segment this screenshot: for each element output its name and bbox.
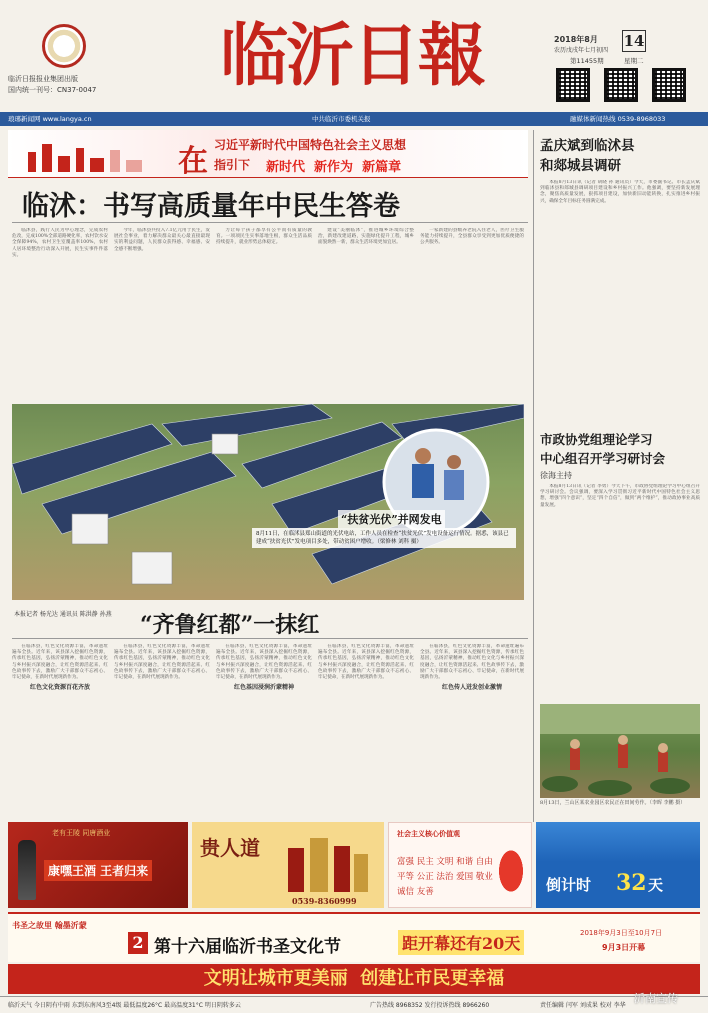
publisher-line2: 国内统一刊号：CN37-0047 — [8, 86, 97, 94]
festival-dates: 2018年9月3日至10月7日 — [580, 929, 663, 937]
feature-subhead-1: 红色文化资源百花齐放 — [29, 684, 90, 692]
sidebar-photo — [540, 704, 700, 798]
qr-code-left — [132, 34, 180, 82]
ad-liquor-top: 老有王陵 同唐酒业 — [52, 829, 111, 837]
ad-core-values-title: 社会主义核心价值观 — [397, 829, 460, 838]
ad-core-values — [388, 822, 532, 908]
sidebar-body-2: 本报8月13日讯（记者 李勇）今天下午，市政协党组理论学习中心组召开学习研讨会。会议强调，要深入学习贯彻习近平新时代中国特色社会主义思想，增强“四个意识”，坚定“四个自信”，做到“两个维护”，推动政协事业高质量发展。 — [540, 484, 700, 508]
civility-slogan: 文明让城市更美丽 创建让市民更幸福 — [8, 964, 700, 994]
footer-bar — [0, 996, 708, 1013]
bottle-graphic — [18, 840, 36, 900]
feature-col-2: 在临沭县，红色文化资源丰富，革命遗址遍布全县。近年来，该县深入挖掘红色资源，传承红色基因，弘扬沂蒙精神，推动红色文化与乡村振兴深度融合，让红色资源活起来、红色故事传下去，激励广大干部群众不忘初心、牢记使命，在新时代展现新作为。 — [114, 644, 210, 681]
sidebar-body-1: 本报8月13日讯（记者 胡晓 孙 通讯员）今天，市委副书记、市长孟庆斌到临沭县和郯城县调研项目建设和乡村振兴工作。他强调，要坚持新发展理念，聚焦高质量发展，狠抓项目建设，加快新旧动能转换，扎实推进乡村振兴，确保全年目标任务圆满完成。 — [540, 180, 700, 204]
sidebar-headline-1-line2: 和郯城县调研 — [540, 158, 621, 174]
qr-code-right-1 — [556, 68, 590, 102]
countdown-days: 32 — [616, 870, 647, 896]
feature-subhead-3: 红色传人迸发创业激情 — [441, 684, 502, 692]
lantern-graphic — [497, 847, 525, 895]
sidebar-headline-2-line1: 市政协党组理论学习 — [540, 432, 653, 447]
lead-rule — [12, 222, 528, 223]
lead-col-3: 力让每个孩子都享有公平而有质量的教育。一项项民生实事落地生根，群众生活品质持续提升，就业形势总体稳定。 — [216, 228, 312, 246]
ad-bottles-graphic — [288, 838, 368, 892]
issue-number: 第11455期 — [570, 57, 604, 65]
lead-col-5: 一家新建的县级养老院入住老人，医疗卫生服务能力持续提升，全县群众享受到更加优质便捷的公共服务。 — [420, 228, 524, 246]
photo-label: “扶贫光伏”并网发电 — [338, 510, 445, 528]
qr-code-right-3 — [652, 68, 686, 102]
feature-headline: “齐鲁红都”一抹红 — [140, 612, 320, 638]
ad-guirendao — [192, 822, 384, 908]
feature-col-1: 在临沭县，红色文化资源丰富，革命遗址遍布全县。近年来，该县深入挖掘红色资源，传承红色基因，弘扬沂蒙精神，推动红色文化与乡村振兴深度融合，让红色资源活起来、红色故事传下去，激励广大干部群众不忘初心、牢记使命，在新时代展现新作为。 红色文化资源百花齐放 — [12, 644, 108, 692]
ad-liquor — [8, 822, 188, 908]
feature-rule — [12, 638, 528, 639]
banner-char-zai: 在 — [178, 144, 208, 179]
lead-headline: 临沭：书写高质量年中民生答卷 — [22, 191, 400, 222]
sidebar-photo-caption: 8月13日，兰山区某农业园区农民正在田间劳作。（李晖 李鹏 摄） — [540, 800, 686, 806]
sidebar-byline-2: 徐海主持 — [540, 471, 572, 480]
feature-byline: 本报记者 杨光达 通讯员 陈洪静 孙燕 — [14, 611, 112, 618]
feature-subhead-2: 红色基因浸润沂蒙精神 — [233, 684, 294, 692]
farm-workers-graphic — [540, 704, 700, 798]
ad-liquor-brand: 康嘿王酒 王者归来 — [44, 860, 152, 881]
publisher-line1: 临沂日报报业集团出版 — [8, 75, 78, 83]
top-info-bar — [0, 112, 708, 126]
ad-guirendao-phone: 0539-8360999 — [292, 896, 357, 906]
festival-countdown: 距开幕还有20天 — [398, 930, 524, 955]
countdown-label: 倒计时 — [546, 876, 592, 894]
banner-prefix: 指引下 — [214, 158, 251, 172]
qr-code-right-2 — [604, 68, 638, 102]
publisher-logo — [42, 24, 86, 68]
banner-line1: 习近平新时代中国特色社会主义思想 — [214, 138, 407, 152]
watermark: 沂南宣传 — [634, 992, 678, 1005]
issue-date: 2018年8月 — [554, 35, 598, 44]
ad-core-values-list: 富强 民主 文明 和谐 自由 平等 公正 法治 爱国 敬业 诚信 友善 — [397, 857, 493, 897]
festival-title: 第十六届临沂书圣文化节 — [154, 937, 341, 957]
theme-banner — [8, 130, 528, 178]
lunar-date: 农历戊戌年七月初四 — [554, 47, 609, 54]
sidebar-headline-2-line2: 中心组召开学习研讨会 — [540, 451, 666, 466]
countdown-unit: 天 — [648, 876, 664, 894]
footer-ad-phone: 广告热线 8968352 发行投诉热线 8966260 — [370, 1002, 490, 1009]
ad-guirendao-brand: 贵人道 — [200, 836, 260, 860]
city-skyline-graphic — [18, 138, 168, 172]
newspaper-title: 临沂日報 — [220, 16, 485, 96]
issue-day: 14 — [623, 32, 645, 50]
solar-panels-graphic — [12, 404, 524, 600]
photo-caption: 8月11日，在临沭县郑山街道的光伏电站，工作人员在检查“扶贫光伏”发电设备运行情况。据悉，该县已建成“扶贫光伏”发电项目多处，带动贫困户增收。（梁修林 刘科 摄） — [252, 528, 516, 548]
countdown-top-graphic — [536, 822, 700, 862]
feature-col-4: 在临沭县，红色文化资源丰富，革命遗址遍布全县。近年来，该县深入挖掘红色资源，传承红色基因，弘扬沂蒙精神，推动红色文化与乡村振兴深度融合，让红色资源活起来、红色故事传下去，激励广大干部群众不忘初心、牢记使命，在新时代展现新作为。 — [318, 644, 414, 681]
festival-banner — [8, 912, 700, 962]
ad-countdown — [536, 822, 700, 908]
banner-slogan: 新时代 新作为 新篇章 — [266, 160, 402, 175]
footer-weather: 临沂天气 今日阴有中雨 东到东南风3至4级 最低温度26°C 最高温度31°C 明日阴转多云 — [8, 1002, 241, 1009]
lead-col-1: 临沭县，践行人民为中心理念，完成农村危改，完成100%全部道路硬化率，农村饮水安全保障94%，农村卫生室覆盖率100%，农村人居环境整治行动深入开展，民生实事件件落实。 — [12, 228, 108, 258]
sidebar-headline-1 — [540, 136, 700, 176]
feature-col-3: 在临沭县，红色文化资源丰富，革命遗址遍布全县。近年来，该县深入挖掘红色资源，传承红色基因，弘扬沂蒙精神，推动红色文化与乡村振兴深度融合，让红色资源活起来、红色故事传下去，激励广大干部群众不忘初心、牢记使命，在新时代展现新作为。 红色基因浸润沂蒙精神 — [216, 644, 312, 692]
festival-opening: 9月3日开幕 — [602, 943, 646, 952]
sponsor-label: 中共临沂市委机关报 — [312, 115, 371, 123]
footer-editor: 责任编辑 闫军 刘成果 校对 李华 — [540, 1002, 626, 1009]
website-link[interactable]: 琅琊新闻网 www.langya.cn — [8, 115, 92, 123]
news-hotline: 融媒体新闻热线 0539-8968033 — [570, 115, 666, 123]
masthead — [0, 0, 708, 112]
weekday: 星期二 — [624, 57, 644, 65]
sidebar-headline-2 — [540, 430, 700, 468]
lead-col-2: 今年，临沭县共投入7.1亿元用于民生，发展社会事业，着力解决群众最关心最直接最现实的利益问题，人民群众获得感、幸福感、安全感不断增强。 — [114, 228, 210, 252]
solar-farm-photo — [12, 404, 524, 600]
sidebar-divider — [533, 130, 534, 822]
feature-col-5: 在临沭县，红色文化资源丰富，革命遗址遍布全县。近年来，该县深入挖掘红色资源，传承红色基因，弘扬沂蒙精神，推动红色文化与乡村振兴深度融合，让红色资源活起来、红色故事传下去，激励广大干部群众不忘初心、牢记使命，在新时代展现新作为。 红色传人迸发创业激情 — [420, 644, 524, 692]
lead-col-4: 建设“美丽临沭”，推进城乡环境综合整治，新建改建道路，实施绿化提升工程，城乡面貌焕然一新，群众生活环境更加宜居。 — [318, 228, 414, 246]
festival-number: 2 — [128, 932, 148, 954]
festival-left: 书圣之故里 翰墨沂蒙 — [12, 920, 87, 930]
sidebar-headline-1-line1: 孟庆斌到临沭县 — [540, 138, 635, 154]
